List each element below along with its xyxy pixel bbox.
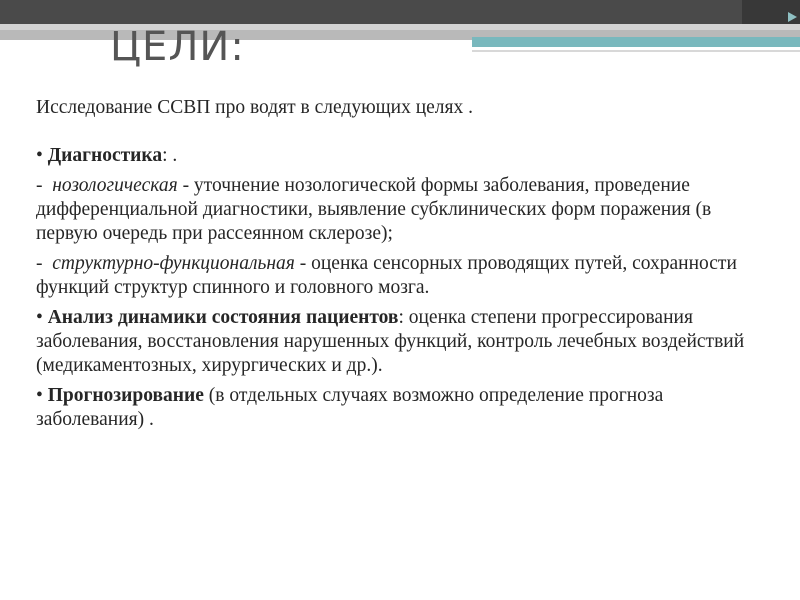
decorative-line: [472, 50, 800, 52]
dynamics-item: [36, 306, 766, 378]
structural-label: структурно-функциональная: [52, 253, 295, 274]
intro-paragraph: Исследование ССВП про водят в следующих целях .: [36, 97, 474, 118]
dynamics-text: : оценка степени прогрессирования заболевания, восстановления нарушенных функций, контроль лечебных воздействий (медикаментозных, хирургических и др.).: [36, 307, 745, 376]
prognosis-item: [36, 384, 766, 432]
slide-title: ЦЕЛИ:: [110, 24, 245, 70]
bullet: •: [36, 307, 43, 328]
decorative-triangle: [788, 12, 797, 22]
nosological-label: нозологическая: [52, 175, 178, 196]
diagnostics-label: Диагностика: [47, 145, 163, 166]
structural-text: - оценка сенсорных проводящих путей, сохранности функций структур спинного и головного мозга.: [36, 253, 737, 298]
diagnostics-rest: : .: [162, 145, 178, 166]
bullet: •: [36, 385, 43, 406]
nosological-text: - уточнение нозологической формы заболевания, проведение дифференциальной диагностики, выявление субклинических форм поражения (в первую очередь при рассеянном склерозе);: [36, 175, 712, 244]
dash: -: [36, 175, 43, 196]
decorative-teal-bar: [472, 37, 800, 47]
dynamics-label: Анализ динамики состояния пациентов: [47, 307, 399, 328]
prognosis-text: (в отдельных случаях возможно определение прогноза заболевания) .: [36, 385, 664, 430]
dash: -: [36, 253, 43, 274]
nosological-item: [36, 174, 766, 246]
diagnostics-item: [36, 144, 766, 168]
slide-body: [36, 96, 766, 438]
top-bar: [0, 0, 800, 24]
prognosis-label: Прогнозирование: [47, 385, 204, 406]
structural-item: [36, 252, 766, 300]
bullet: •: [36, 145, 43, 166]
